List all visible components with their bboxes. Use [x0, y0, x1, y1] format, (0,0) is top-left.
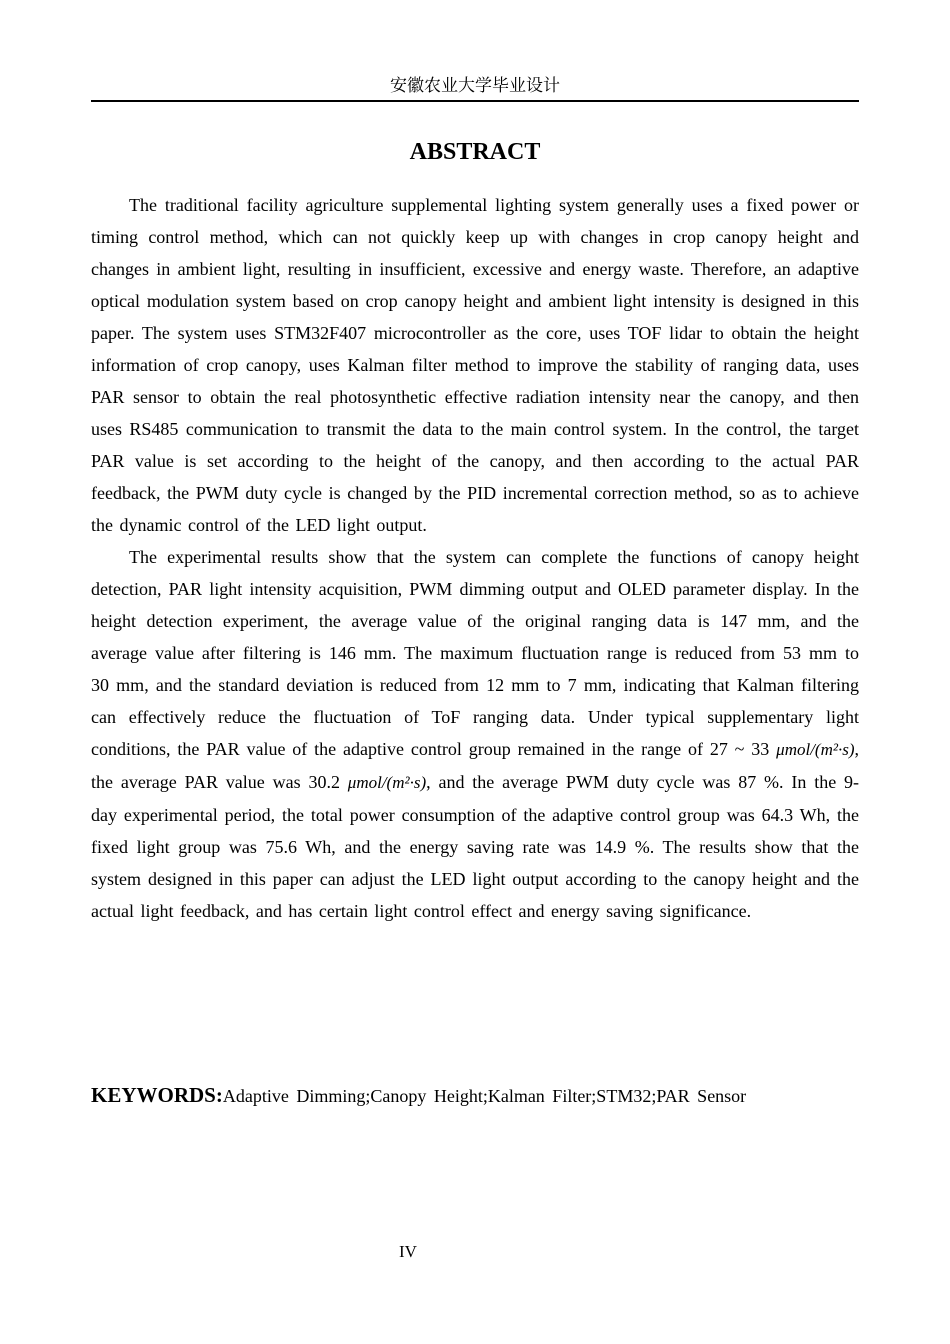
paragraph-2-part-b: , the average PAR value was 30.2 [91, 739, 859, 792]
keywords-line [91, 1080, 859, 1111]
keywords-text: Adaptive Dimming;Canopy Height;Kalman Filter;STM32;PAR Sensor [222, 1086, 747, 1106]
abstract-body [91, 189, 859, 927]
unit-formula: μmol/(m²·s) [347, 773, 427, 792]
header-rule [91, 100, 859, 102]
running-header: 安徽农业大学毕业设计 [390, 76, 560, 96]
paragraph-2-part-c: , and the average PWM duty cycle was 87 %. In the 9-day experimental period, the total power consumption of the adaptive control group was 64.3 Wh, the fixed light group was 75.6 Wh, and the energy saving rate was 14.9 %. The results show that the system designed in this paper can adjust the LED light output according to the canopy height and the actual light feedback, and has certain light control effect and energy saving significance. [91, 772, 860, 921]
abstract-paragraph-2 [91, 541, 859, 927]
abstract-paragraph-1: The traditional facility agriculture supplemental lighting system generally uses a fixed power or timing control method, which can not quickly keep up with changes in crop canopy height and changes in ambient light, resulting in insufficient, excessive and energy waste. Therefore, an adaptive optical modulation system based on crop canopy height and ambient light intensity is designed in this paper. The system uses STM32F407 microcontroller as the core, uses TOF lidar to obtain the height information of crop canopy, uses Kalman filter method to improve the stability of ranging data, uses PAR sensor to obtain the real photosynthetic effective radiation intensity near the canopy, and then uses RS485 communication to transmit the data to the main control system. In the control, the target PAR value is set according to the height of the canopy, and then according to the actual PAR feedback, the PWM duty cycle is changed by the PID incremental correction method, so as to achieve the dynamic control of the LED light output. [91, 195, 859, 535]
paragraph-2-part-a: The experimental results show that the system can complete the functions of canopy height detection, PAR light intensity acquisition, PWM dimming output and OLED parameter display. In the height detection experiment, the average value of the original ranging data is 147 mm, and the average value after filtering is 146 mm. The maximum fluctuation range is reduced from 53 mm to 30 mm, and the standard deviation is reduced from 12 mm to 7 mm, indicating that Kalman filtering can effectively reduce the fluctuation of ToF ranging data. Under typical supplementary light conditions, the PAR value of the adaptive control group remained in the range of 27 ~ 33 [91, 547, 859, 759]
unit-formula: μmol/(m²·s) [776, 740, 855, 759]
page-title: ABSTRACT [409, 139, 541, 165]
page-number: IV [399, 1242, 417, 1261]
keywords-label: KEYWORDS: [91, 1083, 223, 1107]
